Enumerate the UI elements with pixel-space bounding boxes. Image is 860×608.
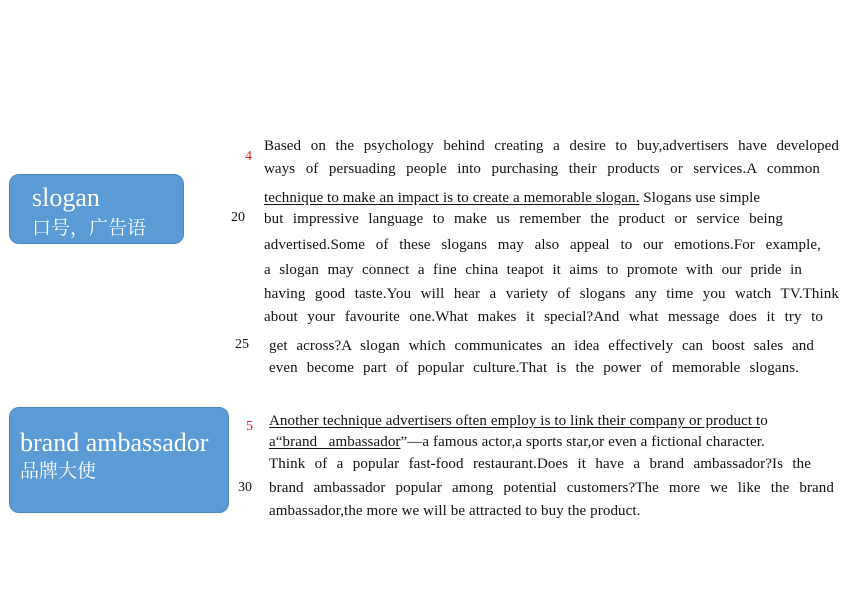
- brand-ambassador-term-box: [9, 407, 229, 513]
- brand-ambassador-key-term: a“brand ambassador: [269, 434, 401, 450]
- paragraph-2-line-2: [269, 433, 765, 451]
- paragraph-1-line-9: get across?A slogan which communicates an idea effectively can boost sales and: [269, 338, 814, 354]
- paragraph-1-line-4: but impressive language to make us remember the product or service being: [264, 211, 783, 227]
- brand-ambassador-term-chinese: 品牌大使: [20, 460, 97, 482]
- paragraph-1-line-1: Based on the psychology behind creating a desire to buy,advertisers have developed: [264, 138, 839, 154]
- paragraph-2-line-1: [269, 412, 768, 430]
- paragraph-1-line-2: ways of persuading people into purchasing their products or services.A common: [264, 161, 820, 177]
- paragraph-2-line-2-rest: ”—a famous actor,a sports star,or even a fictional character.: [400, 434, 765, 450]
- line-number-4: 4: [245, 149, 252, 164]
- paragraph-1-line-8: about your favourite one.What makes it special?And what message does it try to: [264, 309, 823, 325]
- paragraph-1-line-10: even become part of popular culture.That is the power of memorable slogans.: [269, 360, 799, 376]
- paragraph-1-line-3: [264, 189, 760, 207]
- line-number-20: 20: [231, 210, 245, 225]
- slogan-term-box: [9, 174, 184, 244]
- line-number-25: 25: [235, 337, 249, 352]
- line-number-5: 5: [246, 419, 253, 434]
- brand-ambassador-key-sentence: Another technique advertisers often employ is to link their company or product t: [269, 413, 761, 429]
- paragraph-2-line-5: ambassador,the more we will be attracted to buy the product.: [269, 503, 641, 519]
- paragraph-1-line-7: having good taste.You will hear a variety of slogans any time you watch TV.Think: [264, 286, 839, 302]
- slogan-term-english: slogan: [32, 183, 100, 212]
- line-number-30: 30: [238, 480, 252, 495]
- slogan-key-sentence: technique to make an impact is to create a memorable slogan.: [264, 190, 640, 206]
- paragraph-1-line-5: advertised.Some of these slogans may also appeal to our emotions.For example,: [264, 237, 821, 253]
- paragraph-2-line-3: Think of a popular fast-food restaurant.Does it have a brand ambassador?Is the: [269, 456, 811, 472]
- brand-ambassador-term-english: brand ambassador: [20, 428, 209, 457]
- paragraph-1-line-3-rest: Slogans use simple: [639, 190, 761, 206]
- slogan-term-chinese: 口号，广告语: [32, 217, 147, 239]
- paragraph-1-line-6: a slogan may connect a fine china teapot it aims to promote with our pride in: [264, 262, 802, 278]
- paragraph-2-line-1-rest: o: [760, 413, 768, 429]
- paragraph-2-line-4: brand ambassador popular among potential customers?The more we like the brand: [269, 480, 834, 496]
